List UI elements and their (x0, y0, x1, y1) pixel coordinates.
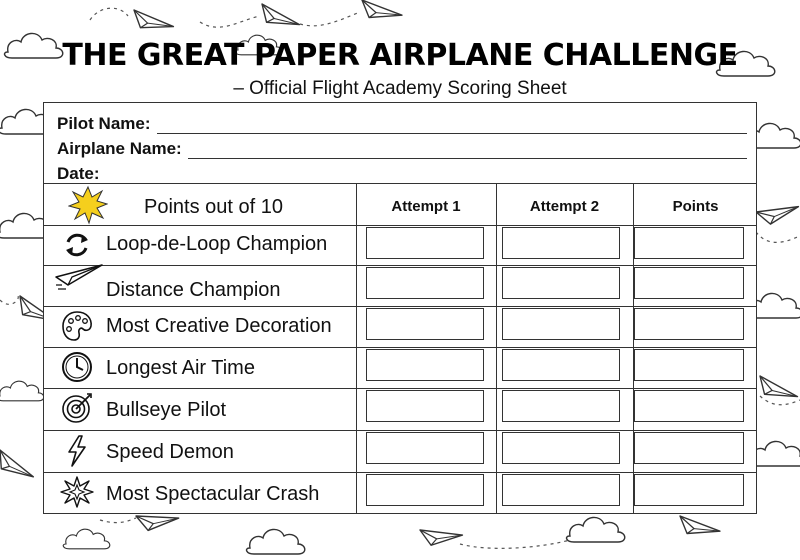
attempt-2-box[interactable] (502, 267, 620, 299)
points-box[interactable] (634, 349, 744, 381)
airplane-name-label: Airplane Name: (57, 139, 182, 158)
loop-arrows-icon (60, 228, 94, 262)
attempt-1-box[interactable] (366, 267, 484, 299)
paper-plane-icon (54, 263, 104, 293)
row-rule (44, 347, 756, 348)
attempt-1-box[interactable] (366, 349, 484, 381)
row-rule (44, 430, 756, 431)
points-box[interactable] (634, 267, 744, 299)
attempt-1-box[interactable] (366, 390, 484, 422)
attempt-2-box[interactable] (502, 432, 620, 464)
clock-icon (60, 350, 94, 384)
column-rule (496, 183, 497, 513)
table-top-rule (44, 183, 756, 184)
row-label-loop: Loop-de-Loop Champion (106, 233, 328, 255)
airplane-name-field[interactable] (188, 144, 747, 159)
palette-icon (60, 309, 94, 343)
attempt-1-box[interactable] (366, 227, 484, 259)
points-box[interactable] (634, 390, 744, 422)
airplane-name-row (57, 134, 747, 159)
pilot-name-label: Pilot Name: (57, 114, 151, 133)
row-label-bullseye: Bullseye Pilot (106, 399, 227, 421)
target-icon (60, 391, 94, 425)
attempt-2-box[interactable] (502, 308, 620, 340)
pilot-info (57, 109, 747, 184)
points-box[interactable] (634, 432, 744, 464)
date-row (57, 159, 747, 184)
row-label-air-time: Longest Air Time (106, 357, 255, 379)
row-rule (44, 472, 756, 473)
row-label-decoration: Most Creative Decoration (106, 315, 332, 337)
lightning-icon (60, 434, 94, 468)
row-label-crash: Most Spectacular Crash (106, 483, 320, 505)
attempt-1-box[interactable] (366, 474, 484, 506)
attempt-2-box[interactable] (502, 390, 620, 422)
points-box[interactable] (634, 474, 744, 506)
col-header-attempt-1: Attempt 1 (391, 198, 461, 215)
scoring-sheet (43, 102, 757, 514)
attempt-2-box[interactable] (502, 474, 620, 506)
row-label-speed: Speed Demon (106, 441, 234, 463)
column-rule (356, 183, 357, 513)
date-label: Date: (57, 164, 100, 183)
points-box[interactable] (634, 227, 744, 259)
starburst-icon (68, 185, 108, 225)
page-subtitle: – Official Flight Academy Scoring Sheet (233, 78, 567, 99)
page-title: THE GREAT PAPER AIRPLANE CHALLENGE (62, 38, 738, 73)
explosion-icon (60, 475, 94, 509)
pilot-name-row (57, 109, 747, 134)
row-rule (44, 265, 756, 266)
header-rule (44, 225, 756, 226)
row-rule (44, 306, 756, 307)
pilot-name-field[interactable] (157, 119, 747, 134)
row-label-distance: Distance Champion (106, 279, 281, 301)
attempt-2-box[interactable] (502, 227, 620, 259)
points-header: Points out of 10 (144, 196, 283, 218)
row-rule (44, 388, 756, 389)
points-box[interactable] (634, 308, 744, 340)
attempt-1-box[interactable] (366, 432, 484, 464)
date-field[interactable] (108, 169, 747, 184)
attempt-1-box[interactable] (366, 308, 484, 340)
attempt-2-box[interactable] (502, 349, 620, 381)
col-header-points: Points (672, 198, 719, 215)
col-header-attempt-2: Attempt 2 (529, 198, 600, 215)
